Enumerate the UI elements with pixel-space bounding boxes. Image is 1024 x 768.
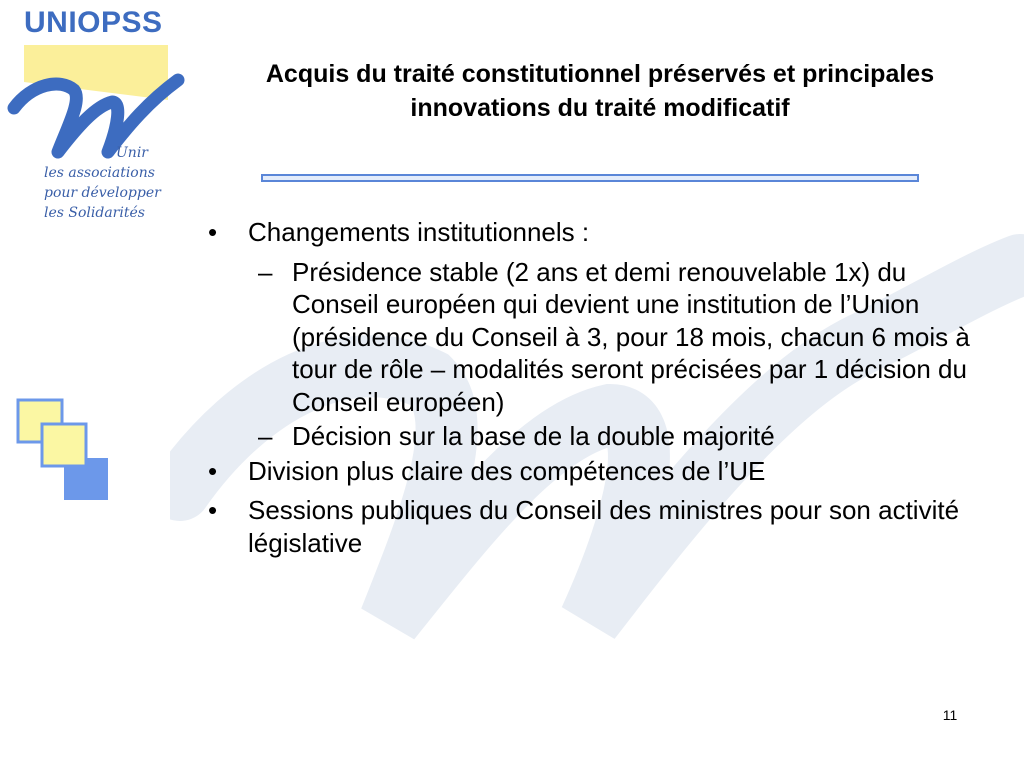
- logo-tagline: [44, 143, 184, 223]
- title-underline: [261, 174, 919, 182]
- bullet-item: [208, 455, 998, 488]
- tagline-line: les associations: [44, 165, 155, 181]
- tagline-line: Unir: [116, 145, 148, 161]
- uniopss-logo: [0, 0, 190, 250]
- bullet-list: [208, 216, 998, 566]
- bullet-item: [208, 494, 998, 559]
- slide-title: Acquis du traité constitutionnel préservés et principales innovations du traité modificatif: [265, 60, 935, 122]
- bullet-item: [208, 216, 998, 249]
- bullet-marker: •: [208, 495, 218, 525]
- sub-bullet-item: [208, 256, 998, 419]
- decorative-squares: [16, 398, 116, 508]
- sub-bullet-item: [208, 420, 998, 453]
- page-number: 11: [942, 707, 958, 723]
- sub-bullet-marker: –: [258, 256, 273, 287]
- tagline-line: les Solidarités: [44, 205, 145, 221]
- bullet-text: Changements institutionnels :: [248, 217, 590, 247]
- bullet-text: Division plus claire des compétences de l’UE: [248, 455, 766, 486]
- sub-bullet-text: Décision sur la base de la double majorité: [292, 421, 775, 451]
- bullet-marker: •: [208, 217, 218, 247]
- tagline-line: pour développer: [44, 185, 161, 201]
- bullet-text: Sessions publiques du Conseil des ministres pour son activité législative: [248, 495, 960, 558]
- bullet-marker: •: [208, 455, 218, 486]
- logo-name: UNIOPSS: [24, 6, 163, 39]
- sub-bullet-text: Présidence stable (2 ans et demi renouvelable 1x) du Conseil européen qui devient une institution de l’Union (présidence du Conseil à 3, pour 18 mois, chacun 6 mois à tour de rôle – modalités seront précisées par 1 décision du Conseil européen): [292, 256, 970, 417]
- sub-bullet-marker: –: [258, 421, 273, 451]
